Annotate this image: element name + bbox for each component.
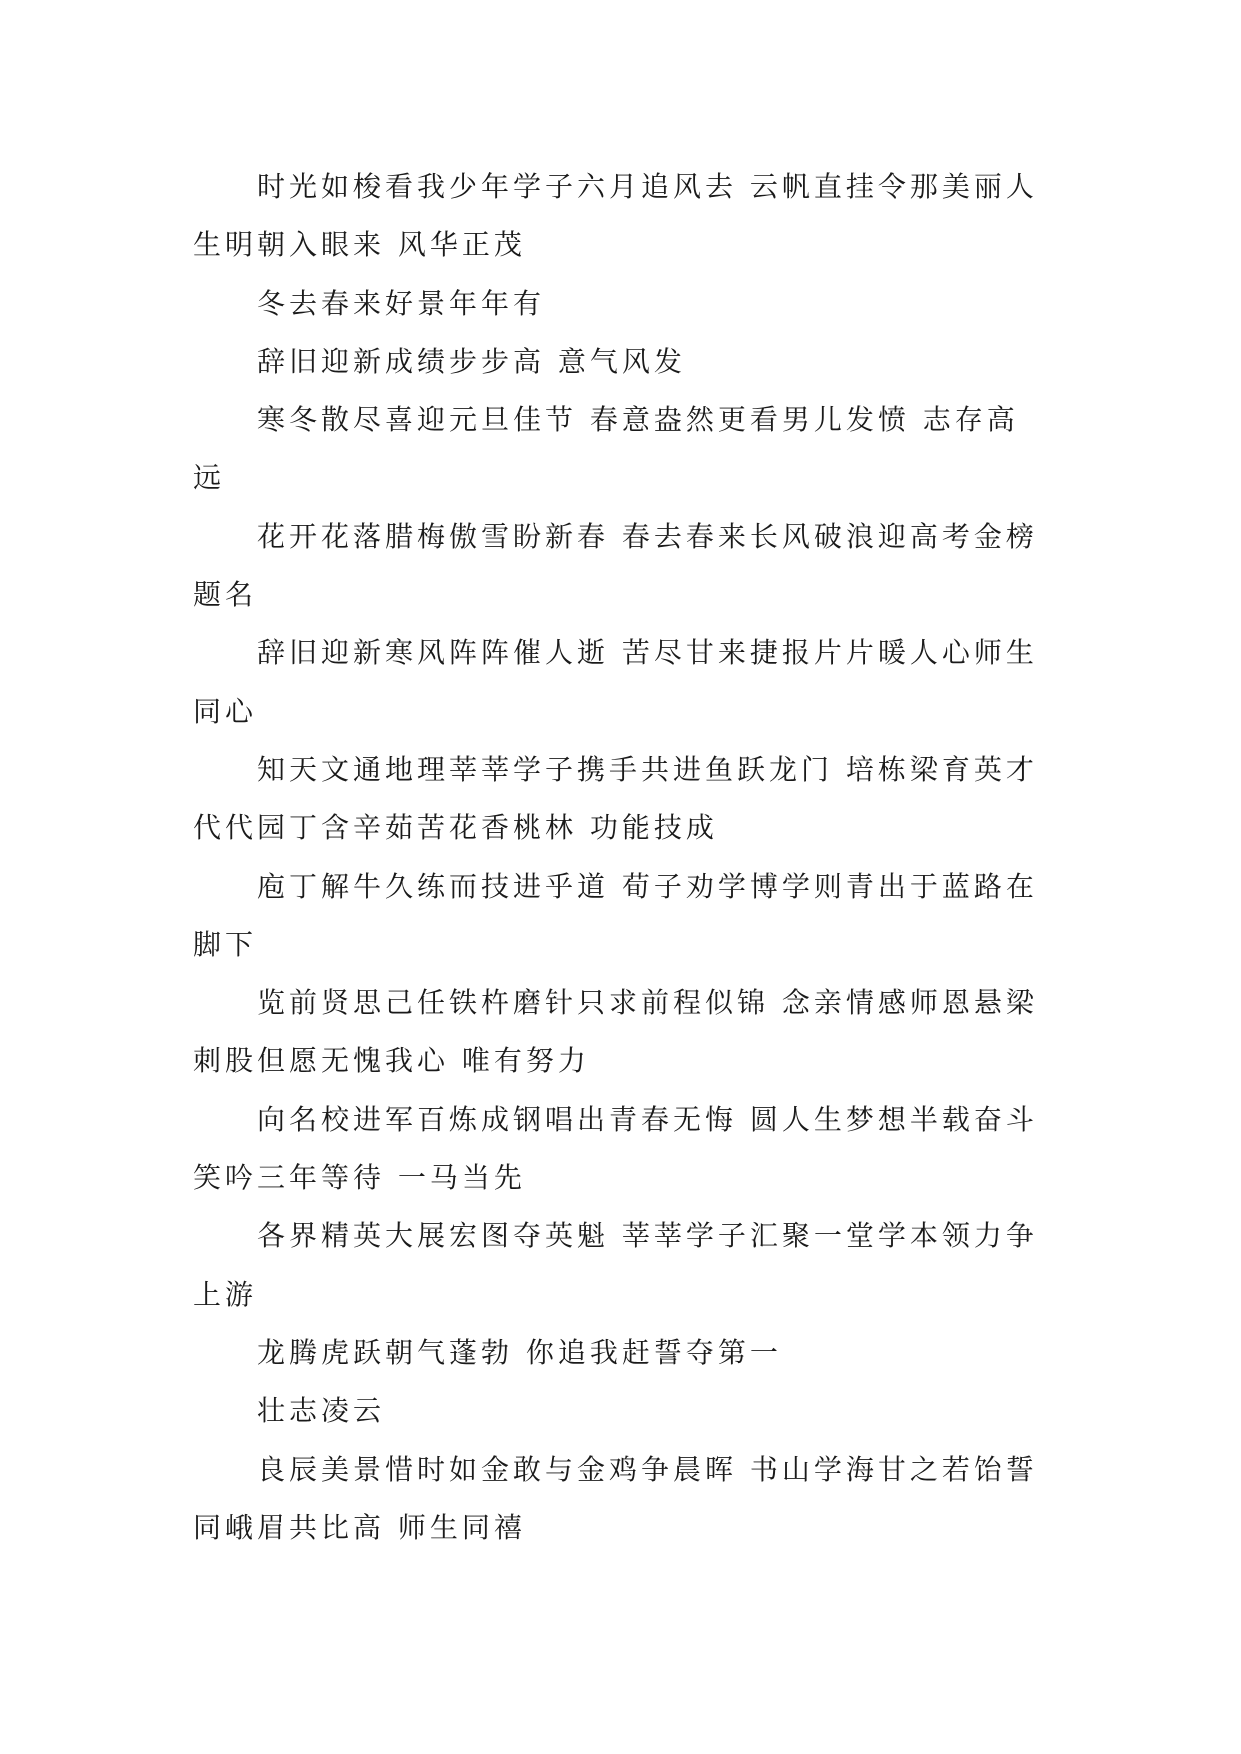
paragraph: 良辰美景惜时如金敢与金鸡争晨晖 书山学海甘之若饴誓同峨眉共比高 师生同禧 [193,1452,1038,1544]
paragraph: 时光如梭看我少年学子六月追风去 云帆直挂令那美丽人生明朝入眼来 风华正茂 [193,170,1038,262]
paragraph: 壮志凌云 [257,1394,386,1428]
paragraph: 花开花落腊梅傲雪盼新春 春去春来长风破浪迎高考金榜题名 [193,519,1038,612]
paragraph: 览前贤思己任铁杵磨针只求前程似锦 念亲情感师恩悬梁刺股但愿无愧我心 唯有努力 [193,986,1038,1078]
paragraph: 向名校进军百炼成钢唱出青春无悔 圆人生梦想半载奋斗笑吟三年等待 一马当先 [193,1102,1038,1195]
paragraph: 龙腾虎跃朝气蓬勃 你追我赶誓夺第一 [257,1335,782,1369]
paragraph: 辞旧迎新成绩步步高 意气风发 [257,344,686,378]
document-body [193,158,1048,1557]
paragraph: 各界精英大展宏图夺英魁 莘莘学子汇聚一堂学本领力争上游 [193,1219,1038,1311]
paragraph: 庖丁解牛久练而技进乎道 荀子劝学博学则青出于蓝路在脚下 [193,869,1038,961]
paragraph: 冬去春来好景年年有 [257,286,546,320]
paragraph: 知天文通地理莘莘学子携手共进鱼跃龙门 培栋梁育英才代代园丁含辛茹苦花香桃林 功能技成 [193,752,1038,845]
paragraph: 寒冬散尽喜迎元旦佳节 春意盎然更看男儿发愤 志存高远 [193,403,1019,495]
paragraph: 辞旧迎新寒风阵阵催人逝 苦尽甘来捷报片片暖人心师生同心 [193,636,1038,728]
